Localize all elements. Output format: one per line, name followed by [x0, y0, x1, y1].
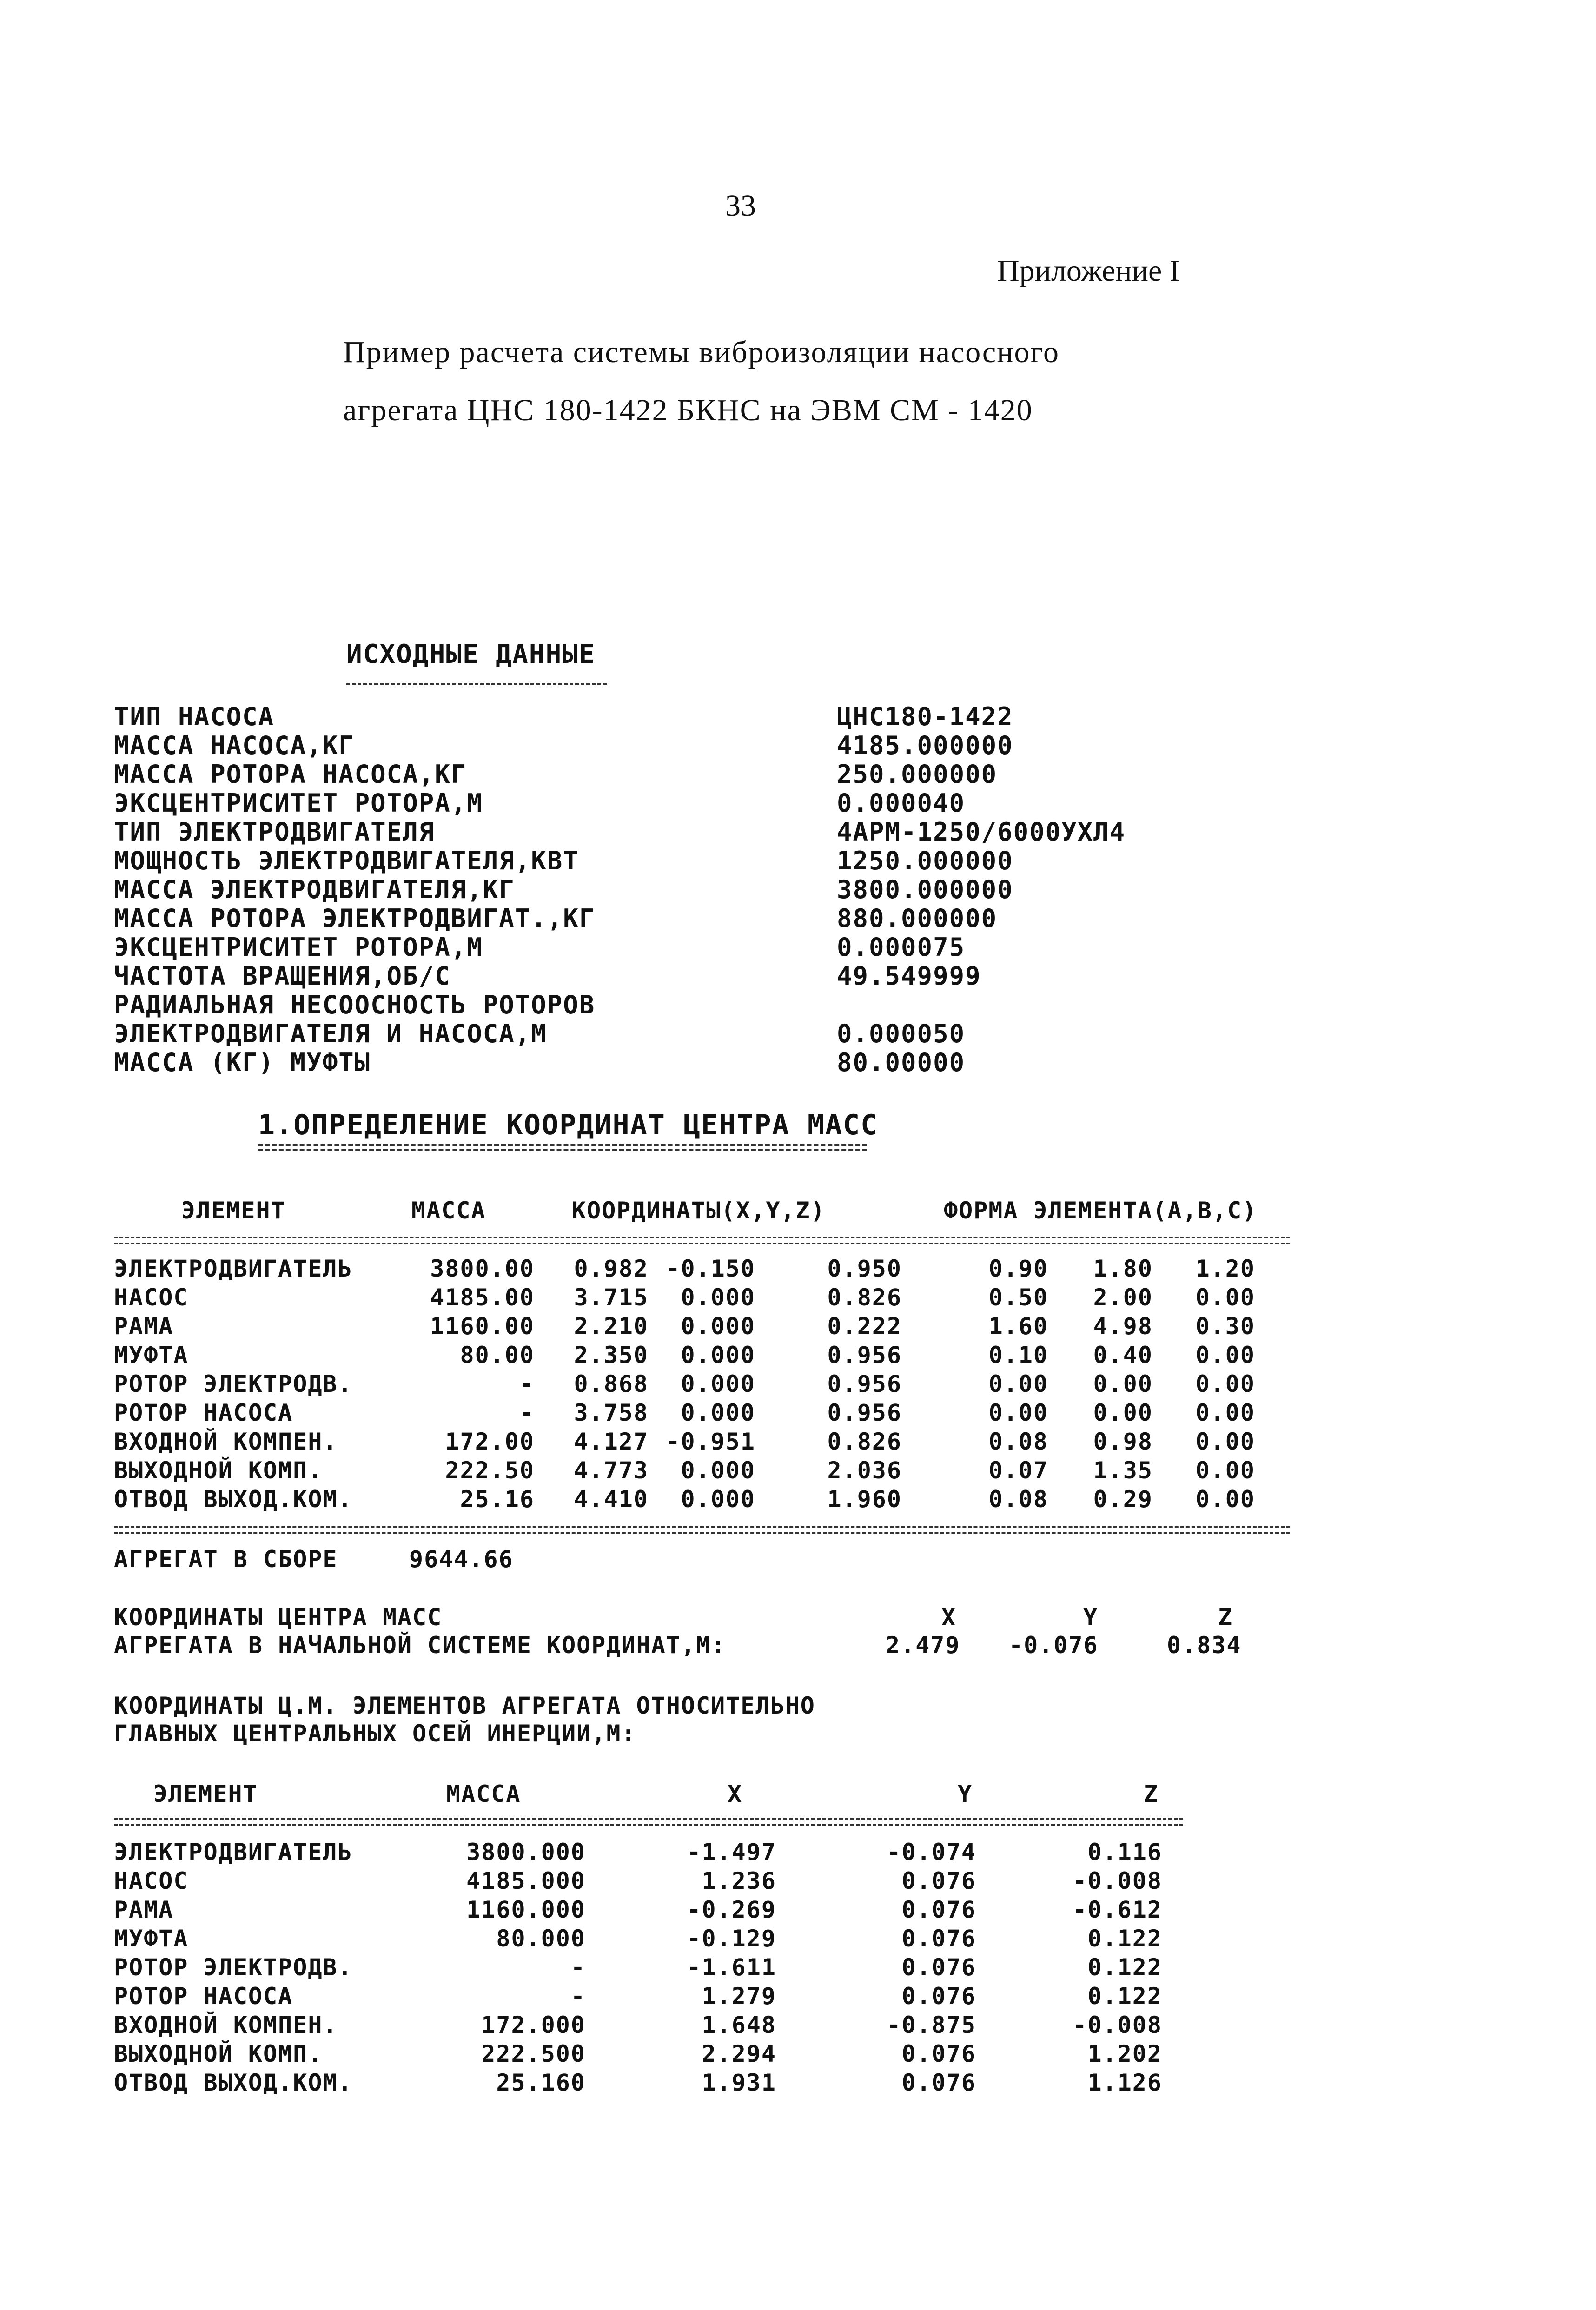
source-data-value: 880.000000: [837, 904, 998, 933]
com-x-label: X: [941, 1604, 957, 1631]
col-header-coords: КООРДИНАТЫ(X,Y,Z): [572, 1197, 826, 1224]
table-row-x: -0.269: [687, 1896, 776, 1923]
table-row-y: -0.951: [666, 1428, 755, 1455]
table-row-x: 1.931: [702, 2069, 776, 2096]
table-row-mass: 80.00: [460, 1342, 535, 1369]
col-header-element: ЭЛЕМЕНТ: [181, 1197, 286, 1224]
relative-label-line-1: КООРДИНАТЫ Ц.М. ЭЛЕМЕНТОВ АГРЕГАТА ОТНОСИТЕЛЬНО: [114, 1692, 815, 1719]
table-row-mass: -: [519, 1399, 535, 1426]
table-row-c: 1.20: [1195, 1255, 1255, 1282]
source-data-value: 0.000075: [837, 933, 966, 962]
col2-header-y: Y: [958, 1780, 973, 1807]
com-label-line-1: КООРДИНАТЫ ЦЕНТРА МАСС: [114, 1604, 443, 1631]
table-row-element: РАМА: [114, 1896, 174, 1923]
table-row-c: 0.00: [1195, 1284, 1255, 1311]
table-row-mass: 1160.000: [466, 1896, 586, 1923]
table-row-y: 0.076: [901, 2069, 976, 2096]
table-row-y: 0.076: [901, 1896, 976, 1923]
table-row-z: -0.612: [1073, 1896, 1162, 1923]
table-row-mass: 222.500: [481, 2040, 586, 2067]
table-row-z: 0.956: [827, 1342, 902, 1369]
col2-header-element: ЭЛЕМЕНТ: [153, 1780, 258, 1807]
table-row-b: 0.00: [1093, 1399, 1153, 1426]
table-row-y: 0.000: [681, 1486, 755, 1513]
com-x-value: 2.479: [886, 1632, 960, 1659]
table-row-x: 3.715: [574, 1284, 649, 1311]
table-2-top-rule: [114, 1818, 1183, 1820]
table-row-a: 0.00: [988, 1370, 1048, 1397]
table-row-x: -1.611: [687, 1954, 776, 1981]
table-row-z: 0.222: [827, 1313, 902, 1340]
table-row-b: 0.00: [1093, 1370, 1153, 1397]
table-row-c: 0.30: [1195, 1313, 1255, 1340]
table-row-z: 1.202: [1087, 2040, 1162, 2067]
table-row-z: 1.960: [827, 1486, 902, 1513]
table-row-x: -1.497: [687, 1839, 776, 1866]
table-row-element: РОТОР ЭЛЕКТРОДВ.: [114, 1370, 353, 1397]
table-row-a: 0.08: [988, 1486, 1048, 1513]
table-row-element: ВХОДНОЙ КОМПЕН.: [114, 2012, 338, 2039]
table-row-b: 0.98: [1093, 1428, 1153, 1455]
table-row-z: 0.950: [827, 1255, 902, 1282]
source-data-label: МАССА ЭЛЕКТРОДВИГАТЕЛЯ,КГ: [114, 875, 515, 904]
table-row-c: 0.00: [1195, 1342, 1255, 1369]
table-row-mass: -: [519, 1370, 535, 1397]
source-data-label: МАССА РОТОРА ЭЛЕКТРОДВИГАТ.,КГ: [114, 904, 596, 933]
assembly-label: АГРЕГАТ В СБОРЕ: [114, 1546, 338, 1573]
table-1-bottom-rule: [114, 1526, 1290, 1528]
table-row-element: НАСОС: [114, 1867, 189, 1894]
com-y-label: Y: [1083, 1604, 1099, 1631]
com-label-line-2: АГРЕГАТА В НАЧАЛЬНОЙ СИСТЕМЕ КООРДИНАТ,М:: [114, 1632, 726, 1659]
source-data-label: РАДИАЛЬНАЯ НЕСООСНОСТЬ РОТОРОВ: [114, 990, 596, 1019]
table-row-a: 0.00: [988, 1399, 1048, 1426]
table-row-y: 0.000: [681, 1342, 755, 1369]
table-row-y: 0.076: [901, 2040, 976, 2067]
table-row-x: 3.758: [574, 1399, 649, 1426]
table-row-x: 4.127: [574, 1428, 649, 1455]
table-row-y: -0.150: [666, 1255, 755, 1282]
table-row-element: РОТОР НАСОСА: [114, 1399, 293, 1426]
appendix-label: Приложение I: [997, 254, 1180, 288]
table-row-z: 0.122: [1087, 1954, 1162, 1981]
table-row-y: 0.000: [681, 1457, 755, 1484]
source-data-label: ТИП ЭЛЕКТРОДВИГАТЕЛЯ: [114, 817, 435, 847]
table-row-b: 2.00: [1093, 1284, 1153, 1311]
source-data-value: 80.00000: [837, 1048, 966, 1077]
source-data-label: ТИП НАСОСА: [114, 702, 275, 731]
table-row-y: 0.076: [901, 1954, 976, 1981]
table-row-element: РАМА: [114, 1313, 174, 1340]
section-1-underline: [258, 1144, 867, 1151]
table-row-z: 0.122: [1087, 1983, 1162, 2010]
table-row-z: 0.826: [827, 1284, 902, 1311]
table-row-x: 1.236: [702, 1867, 776, 1894]
table-row-c: 0.00: [1195, 1486, 1255, 1513]
table-row-mass: 80.000: [496, 1925, 586, 1952]
table-row-y: 0.000: [681, 1399, 755, 1426]
table-row-y: 0.076: [901, 1867, 976, 1894]
table-row-element: ВЫХОДНОЙ КОМП.: [114, 2040, 323, 2067]
source-data-value: 4185.000000: [837, 731, 1013, 760]
table-row-z: -0.008: [1073, 1867, 1162, 1894]
source-data-value: 0.000040: [837, 788, 966, 818]
table-row-z: 0.956: [827, 1399, 902, 1426]
source-data-label: ЧАСТОТА ВРАЩЕНИЯ,ОБ/С: [114, 961, 451, 991]
table-row-x: 2.210: [574, 1313, 649, 1340]
source-data-value: 49.549999: [837, 961, 981, 991]
table-row-element: РОТОР ЭЛЕКТРОДВ.: [114, 1954, 353, 1981]
source-data-label: ЭКСЦЕНТРИСИТЕТ РОТОРА,М: [114, 788, 483, 818]
col-header-mass: МАССА: [411, 1197, 486, 1224]
table-row-y: -0.875: [887, 2012, 976, 2039]
source-data-value: 0.000050: [837, 1019, 966, 1048]
table-row-element: ВЫХОДНОЙ КОМП.: [114, 1457, 323, 1484]
table-row-c: 0.00: [1195, 1370, 1255, 1397]
table-row-z: 2.036: [827, 1457, 902, 1484]
table-row-x: 0.868: [574, 1370, 649, 1397]
source-data-value: 250.000000: [837, 760, 998, 789]
table-row-z: 0.122: [1087, 1925, 1162, 1952]
col-header-shape: ФОРМА ЭЛЕМЕНТА(A,B,C): [944, 1197, 1258, 1224]
table-row-x: 4.773: [574, 1457, 649, 1484]
table-row-mass: -: [570, 1983, 586, 2010]
table-row-a: 0.50: [988, 1284, 1048, 1311]
table-row-element: МУФТА: [114, 1342, 189, 1369]
table-row-element: ОТВОД ВЫХОД.КОМ.: [114, 2069, 353, 2096]
section-1-heading: 1.ОПРЕДЕЛЕНИЕ КООРДИНАТ ЦЕНТРА МАСС: [258, 1109, 879, 1141]
source-data-label: МАССА НАСОСА,КГ: [114, 731, 355, 760]
table-row-mass: 172.00: [445, 1428, 535, 1455]
table-row-a: 0.10: [988, 1342, 1048, 1369]
table-row-element: ВХОДНОЙ КОМПЕН.: [114, 1428, 338, 1455]
table-2-top-rule-2: [114, 1824, 1183, 1826]
table-row-y: 0.076: [901, 1925, 976, 1952]
col2-header-z: Z: [1144, 1780, 1159, 1807]
source-data-value: 3800.000000: [837, 875, 1013, 904]
table-row-x: 1.279: [702, 1983, 776, 2010]
table-row-x: 2.294: [702, 2040, 776, 2067]
table-row-mass: 3800.00: [430, 1255, 535, 1282]
table-row-c: 0.00: [1195, 1457, 1255, 1484]
table-row-element: НАСОС: [114, 1284, 189, 1311]
table-row-x: -0.129: [687, 1925, 776, 1952]
table-row-a: 0.90: [988, 1255, 1048, 1282]
col2-header-x: X: [728, 1780, 743, 1807]
com-y-value: -0.076: [1009, 1632, 1099, 1659]
table-row-b: 1.35: [1093, 1457, 1153, 1484]
table-row-mass: 222.50: [445, 1457, 535, 1484]
table-row-z: 0.826: [827, 1428, 902, 1455]
table-row-element: ЭЛЕКТРОДВИГАТЕЛЬ: [114, 1839, 353, 1866]
com-z-value: 0.834: [1167, 1632, 1242, 1659]
table-1-top-rule-2: [114, 1243, 1290, 1244]
table-row-element: РОТОР НАСОСА: [114, 1983, 293, 2010]
com-z-label: Z: [1218, 1604, 1233, 1631]
source-data-label: ЭКСЦЕНТРИСИТЕТ РОТОРА,М: [114, 933, 483, 962]
table-row-z: 0.116: [1087, 1839, 1162, 1866]
source-data-label: МОЩНОСТЬ ЭЛЕКТРОДВИГАТЕЛЯ,КВТ: [114, 846, 579, 875]
table-row-y: 0.000: [681, 1284, 755, 1311]
source-data-value: ЦНС180-1422: [837, 702, 1013, 731]
table-row-x: 0.982: [574, 1255, 649, 1282]
table-row-a: 0.07: [988, 1457, 1048, 1484]
table-row-x: 4.410: [574, 1486, 649, 1513]
assembly-mass: 9644.66: [409, 1546, 514, 1573]
source-data-label: МАССА РОТОРА НАСОСА,КГ: [114, 760, 467, 789]
table-row-c: 0.00: [1195, 1399, 1255, 1426]
table-row-b: 0.40: [1093, 1342, 1153, 1369]
source-data-label: МАССА (КГ) МУФТЫ: [114, 1048, 371, 1077]
table-row-x: 1.648: [702, 2012, 776, 2039]
relative-label-line-2: ГЛАВНЫХ ЦЕНТРАЛЬНЫХ ОСЕЙ ИНЕРЦИИ,М:: [114, 1720, 636, 1747]
table-row-z: 1.126: [1087, 2069, 1162, 2096]
table-row-b: 1.80: [1093, 1255, 1153, 1282]
table-row-b: 0.29: [1093, 1486, 1153, 1513]
source-data-value: 1250.000000: [837, 846, 1013, 875]
table-row-mass: 172.000: [481, 2012, 586, 2039]
table-row-b: 4.98: [1093, 1313, 1153, 1340]
document-title-line-1: Пример расчета системы виброизоляции насосного: [343, 335, 1060, 369]
table-row-y: 0.000: [681, 1313, 755, 1340]
table-row-x: 2.350: [574, 1342, 649, 1369]
page-number: 33: [725, 189, 756, 223]
source-data-value: 4АРМ-1250/6000УХЛ4: [837, 817, 1126, 847]
table-row-mass: 4185.00: [430, 1284, 535, 1311]
source-data-label: ЭЛЕКТРОДВИГАТЕЛЯ И НАСОСА,М: [114, 1019, 547, 1048]
table-row-mass: -: [570, 1954, 586, 1981]
table-row-mass: 4185.000: [466, 1867, 586, 1894]
table-row-y: 0.000: [681, 1370, 755, 1397]
table-row-a: 1.60: [988, 1313, 1048, 1340]
table-row-z: -0.008: [1073, 2012, 1162, 2039]
table-row-c: 0.00: [1195, 1428, 1255, 1455]
table-1-bottom-rule-2: [114, 1532, 1290, 1534]
table-row-mass: 25.16: [460, 1486, 535, 1513]
table-row-mass: 1160.00: [430, 1313, 535, 1340]
document-title-line-2: агрегата ЦНС 180-1422 БКНС на ЭВМ СМ - 1420: [343, 393, 1033, 427]
table-1-top-rule: [114, 1237, 1290, 1238]
table-row-mass: 25.160: [496, 2069, 586, 2096]
table-row-y: 0.076: [901, 1983, 976, 2010]
table-row-y: -0.074: [887, 1839, 976, 1866]
source-data-heading: ИСХОДНЫЕ ДАННЫЕ: [346, 639, 596, 669]
table-row-mass: 3800.000: [466, 1839, 586, 1866]
table-row-element: ЭЛЕКТРОДВИГАТЕЛЬ: [114, 1255, 353, 1282]
table-row-a: 0.08: [988, 1428, 1048, 1455]
table-row-z: 0.956: [827, 1370, 902, 1397]
col2-header-mass: МАССА: [446, 1780, 521, 1807]
heading-underline: [346, 683, 607, 685]
table-row-element: ОТВОД ВЫХОД.КОМ.: [114, 1486, 353, 1513]
table-row-element: МУФТА: [114, 1925, 189, 1952]
